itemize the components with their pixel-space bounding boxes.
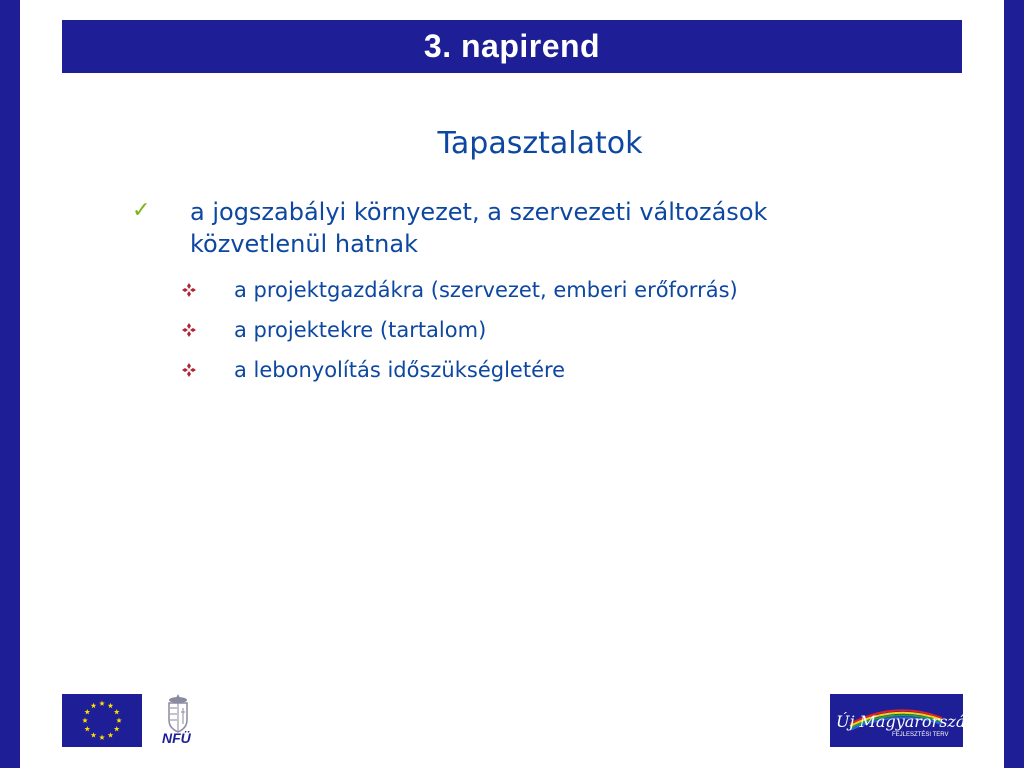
right-border-bar <box>1004 0 1024 768</box>
sub-bullet-text: a projektgazdákra (szervezet, emberi erőforrás) <box>234 278 738 302</box>
sub-bullet-list <box>178 270 938 390</box>
eu-flag-logo <box>62 694 142 747</box>
diamond-bullet-icon <box>178 283 234 297</box>
umft-logo-subtitle: FEJLESZTÉSI TERV <box>892 732 949 738</box>
main-bullet-text: a jogszabályi környezet, a szervezeti változások közvetlenül hatnak <box>190 198 768 258</box>
diamond-bullet-icon <box>178 363 234 377</box>
nfu-logo-text: NFÜ <box>162 730 191 746</box>
nfu-logo <box>158 690 198 750</box>
sub-bullet-text: a projektekre (tartalom) <box>234 318 487 342</box>
list-item <box>178 310 938 350</box>
title-bar <box>62 20 962 73</box>
check-icon: ✓ <box>132 198 151 223</box>
uj-magyarorszag-logo <box>830 694 976 747</box>
slide-subtitle: Tapasztalatok <box>437 126 643 161</box>
list-item <box>178 270 938 310</box>
sub-bullet-text: a lebonyolítás időszükségletére <box>234 358 566 382</box>
umft-logo-title: Új Magyarország <box>836 712 976 731</box>
main-bullet <box>132 196 892 260</box>
diamond-bullet-icon <box>178 323 234 337</box>
slide-title: 3. napirend <box>423 28 601 64</box>
list-item <box>178 350 938 390</box>
left-border-bar <box>0 0 20 768</box>
